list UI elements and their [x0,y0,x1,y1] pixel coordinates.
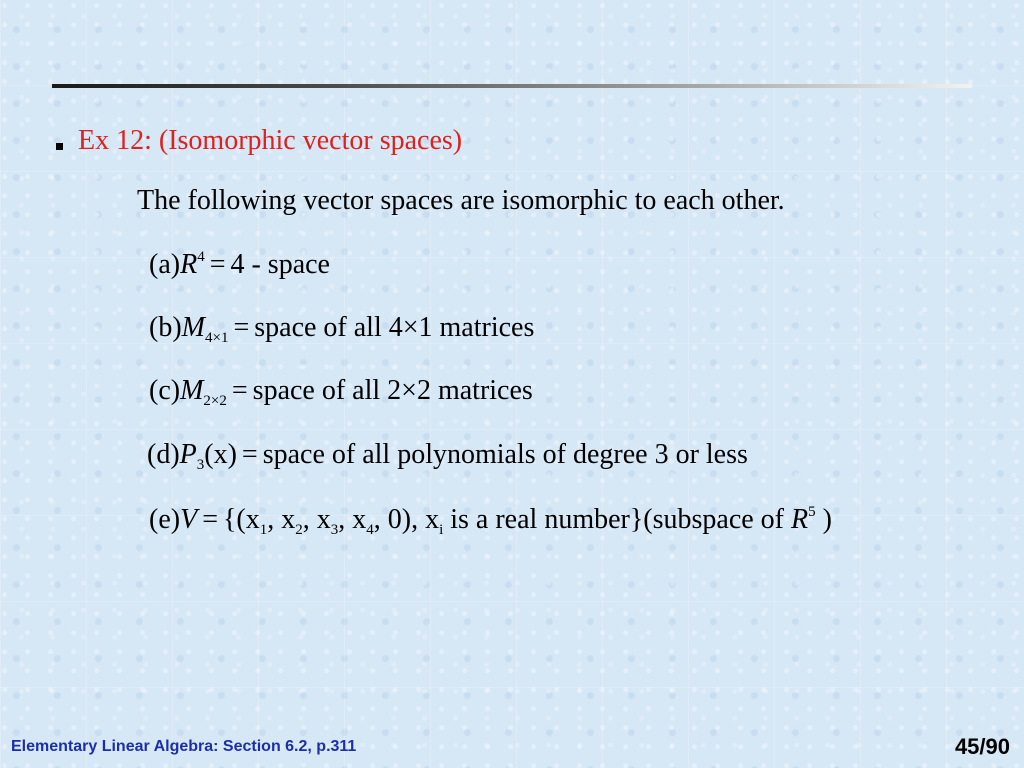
item-e-close: ) [815,504,832,535]
bullet-square-icon [56,143,63,150]
item-d-rhs: space of all polynomials of degree 3 or less [262,439,748,470]
item-e: $(e)V = \{(x_1$, $x_2$, $x_3$, $x_4$, 0), $x_i$ is a real number}(subspace of $R^5$ ) [149,504,832,538]
item-c-label: (c) [149,375,181,406]
item-d-label: (d) [147,439,180,470]
item-a-symbol: R [180,249,198,280]
item-e-tail2: is a real number}(subspace of [443,504,792,535]
intro-text: The following vector spaces are isomorphic to each other. [137,185,785,216]
item-a-sup: 4 [197,249,205,265]
item-c: $(c)M_{2\times 2}$ = space of all 2×2 matrices [149,375,533,409]
item-e-x2: , x [267,504,296,535]
item-b-sub: 4×1 [204,330,229,346]
item-e-x3-sub: 3 [330,522,339,538]
item-b-label: (b) [149,312,182,343]
item-e-x2-sub: 2 [295,522,303,538]
item-e-x4-sub: 4 [366,522,374,538]
item-b-symbol: M [181,312,205,343]
item-c-symbol: M [180,375,204,406]
item-e-label: (e) [149,504,181,535]
item-b-rhs: space of all 4×1 matrices [254,312,535,343]
item-a-rhs: 4 - space [230,249,330,280]
item-c-sub: 2×2 [203,393,227,409]
item-e-x4: , x [338,504,367,535]
item-d: $(d)P_3(x)$ = space of all polynomials of degree 3 or less [147,439,748,473]
item-e-tail: , 0), x [373,504,440,535]
footer-source: Elementary Linear Algebra: Section 6.2, p.311 [11,738,357,755]
title-divider [52,84,972,88]
item-e-x3: , x [302,504,331,535]
item-a: $(a)R^4 = 4$ - space [149,249,330,280]
item-e-open: {(x [222,504,260,535]
item-d-arg: (x) [204,439,237,470]
item-e-r-sup: 5 [808,504,816,520]
page-number: 45/90 [954,734,1010,759]
item-d-symbol: P [179,439,197,470]
item-d-sub: 3 [196,457,205,473]
item-e-xi-sub: i [439,522,444,538]
example-heading: Ex 12: (Isomorphic vector spaces) [78,125,463,156]
item-a-label: (a) [149,249,181,280]
item-c-rhs: space of all 2×2 matrices [252,375,533,406]
item-e-r: R [791,504,809,535]
item-e-x1-sub: 1 [259,522,268,538]
item-b: $(b)M_{4\times 1}$ = space of all 4×1 matrices [149,312,535,346]
item-e-symbol: V [180,504,198,535]
